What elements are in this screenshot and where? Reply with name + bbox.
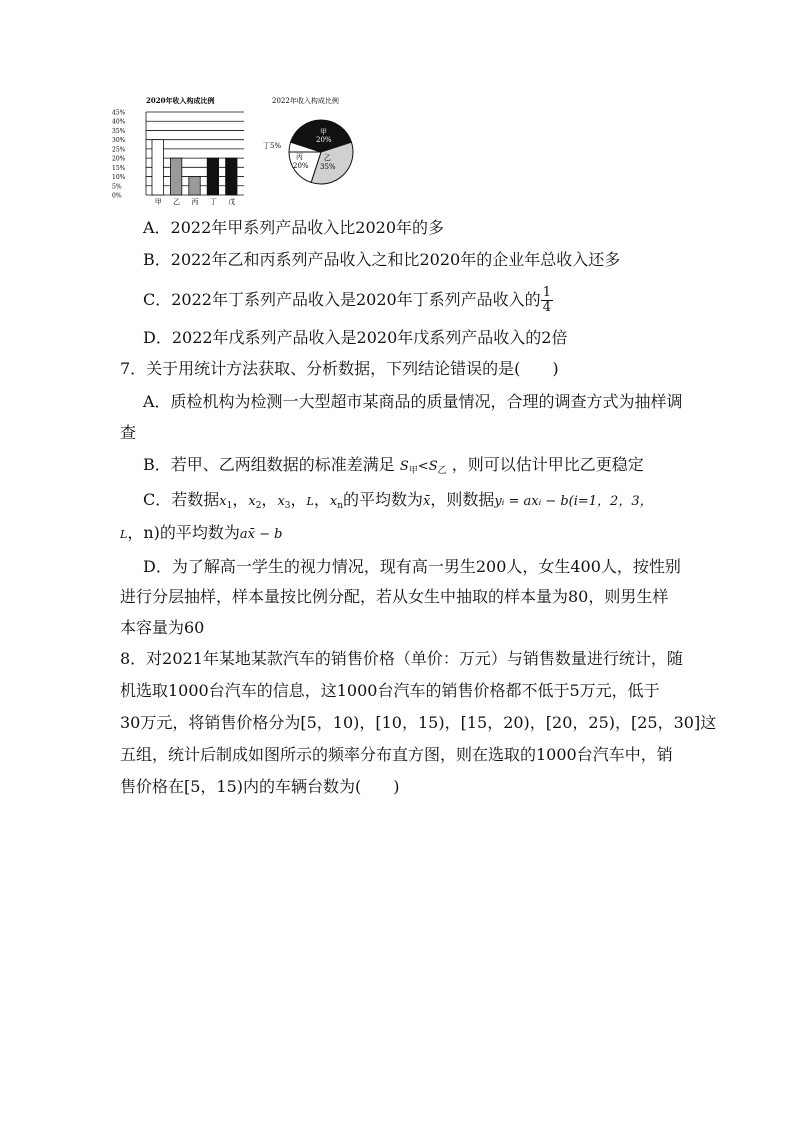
ellipsis-l: L <box>120 528 128 541</box>
q8-line5: 售价格在[5，15)内的车辆台数为( ) <box>120 777 400 796</box>
symbol-x: x <box>277 494 285 509</box>
q6-option-d: D．2022年戊系列产品收入是2020年戊系列产品收入的2倍 <box>143 328 568 347</box>
q7-option-b-text-end: ，则可以估计甲比乙更稳定 <box>451 455 644 474</box>
q7-option-a-line1: A．质检机构为检测一大型超市某商品的质量情况，合理的调查方式为抽样调 <box>143 392 683 411</box>
bar-丙 <box>189 177 200 195</box>
q6-option-a: A．2022年甲系列产品收入比2020年的多 <box>143 218 444 237</box>
bar-丁 <box>207 158 218 195</box>
pie-label-yi-pct: 35% <box>320 163 336 171</box>
y-tick-label: 15% <box>112 164 126 172</box>
comma: ， <box>232 490 249 509</box>
bar-甲 <box>152 140 163 195</box>
std-dev-jia <box>400 459 418 474</box>
q7-option-a-line2: 查 <box>120 423 137 442</box>
q7-stem: 7．关于用统计方法获取、分析数据，下列结论错误的是( ) <box>120 359 559 378</box>
comma: ， <box>290 490 307 509</box>
std-dev-yi <box>429 459 447 474</box>
y-tick-label: 45% <box>112 109 126 117</box>
var-x2 <box>248 494 261 509</box>
symbol-s: S <box>428 459 438 474</box>
y-tick-label: 5% <box>112 183 122 191</box>
q7-option-b <box>143 453 644 483</box>
symbol-x: x <box>219 494 227 509</box>
x-bar: x̄ <box>423 494 431 509</box>
q7-option-c-text-mid2: ，则数据 <box>430 490 495 509</box>
q8-line3: 30万元，将销售价格分为[5，10)，[10，15)，[15，20)，[20，25)，[25，30]这 <box>120 713 717 732</box>
x-tick-label: 戊 <box>228 198 236 206</box>
comma: ， <box>313 490 330 509</box>
y-tick-label: 10% <box>112 174 126 182</box>
q7-option-c-text-end: ，n)的平均数为 <box>127 523 240 542</box>
y-tick-label: 35% <box>112 127 126 135</box>
q7-option-d-line1: D．为了解高一学生的视力情况，现有高一男生200人，女生400人，按性别 <box>143 557 681 576</box>
x-tick-label: 甲 <box>154 198 162 206</box>
pie-label-jia: 甲 <box>320 128 327 136</box>
bar-chart-title: 2020年收入构成比例 <box>146 96 215 105</box>
pie-label-jia-pct: 20% <box>316 136 332 144</box>
q6-option-c-text: C．2022年丁系列产品收入是2020年丁系列产品收入的 <box>143 290 541 309</box>
x-tick-label: 丙 <box>191 198 199 206</box>
q7-option-c-text-mid: 的平均数为 <box>343 490 424 509</box>
y-tick-label: 25% <box>112 146 126 154</box>
subscript: 3 <box>284 501 291 511</box>
q6-option-c <box>143 286 553 315</box>
x-tick-label: 乙 <box>173 198 181 206</box>
q7-option-b-text: B．若甲、乙两组数据的标准差满足 <box>143 455 395 474</box>
q7-option-c-line2 <box>120 521 282 547</box>
pie-label-ding: 丁5% <box>263 142 282 150</box>
fraction-one-quarter <box>541 286 553 315</box>
subscript: 2 <box>255 501 262 511</box>
fraction-numerator: 1 <box>542 285 551 300</box>
q6-option-b: B．2022年乙和丙系列产品收入之和比2020年的企业年总收入还多 <box>143 250 621 269</box>
bar-戊 <box>226 158 237 195</box>
x-tick-label: 丁 <box>209 198 217 206</box>
q8-line4: 五组，统计后制成如图所示的频率分布直方图，则在选取的1000台汽车中，销 <box>120 745 673 764</box>
pie-chart-2022 <box>258 92 368 202</box>
less-than: < <box>417 459 429 474</box>
var-x1 <box>219 494 232 509</box>
bar-乙 <box>170 158 181 195</box>
subscript: n <box>337 501 343 511</box>
bar-chart-2020 <box>110 92 255 207</box>
formula-y: yᵢ = axᵢ − b(i=1，2，3， <box>494 494 653 509</box>
pie-label-bing-pct: 20% <box>293 162 309 170</box>
q7-option-c-line1 <box>143 488 653 518</box>
pie-label-yi: 乙 <box>324 154 331 162</box>
q7-option-d-line2: 进行分层抽样，样本量按比例分配，若从女生中抽取的样本量为80，则男生样 <box>120 587 669 606</box>
subscript: 甲 <box>408 466 418 476</box>
pie-chart-title: 2022年收入构成比例 <box>272 97 339 105</box>
fraction-denominator: 4 <box>542 300 551 315</box>
comma: ， <box>261 490 278 509</box>
ellipsis-l: L <box>306 495 314 508</box>
figure-charts <box>110 92 370 212</box>
y-tick-label: 0% <box>112 192 122 200</box>
q7-option-d-line3: 本容量为60 <box>120 618 205 637</box>
q8-line1: 8．对2021年某地某款汽车的销售价格（单价：万元）与销售数量进行统计，随 <box>120 649 683 668</box>
symbol-x: x <box>329 494 338 509</box>
var-xn <box>330 494 343 509</box>
q8-line2: 机选取1000台汽车的信息，这1000台汽车的销售价格都不低于5万元，低于 <box>120 681 660 700</box>
subscript: 1 <box>226 501 233 511</box>
var-x3 <box>277 494 290 509</box>
symbol-s: S <box>399 459 409 474</box>
formula-mean: ax̄ − b <box>239 527 283 542</box>
q7-option-c-text: C．若数据 <box>143 490 220 509</box>
y-tick-label: 40% <box>112 118 126 126</box>
subscript: 乙 <box>437 466 447 476</box>
y-tick-label: 30% <box>112 137 126 145</box>
symbol-x: x <box>248 494 256 509</box>
y-tick-label: 20% <box>112 155 126 163</box>
pie-label-bing: 丙 <box>296 153 303 161</box>
